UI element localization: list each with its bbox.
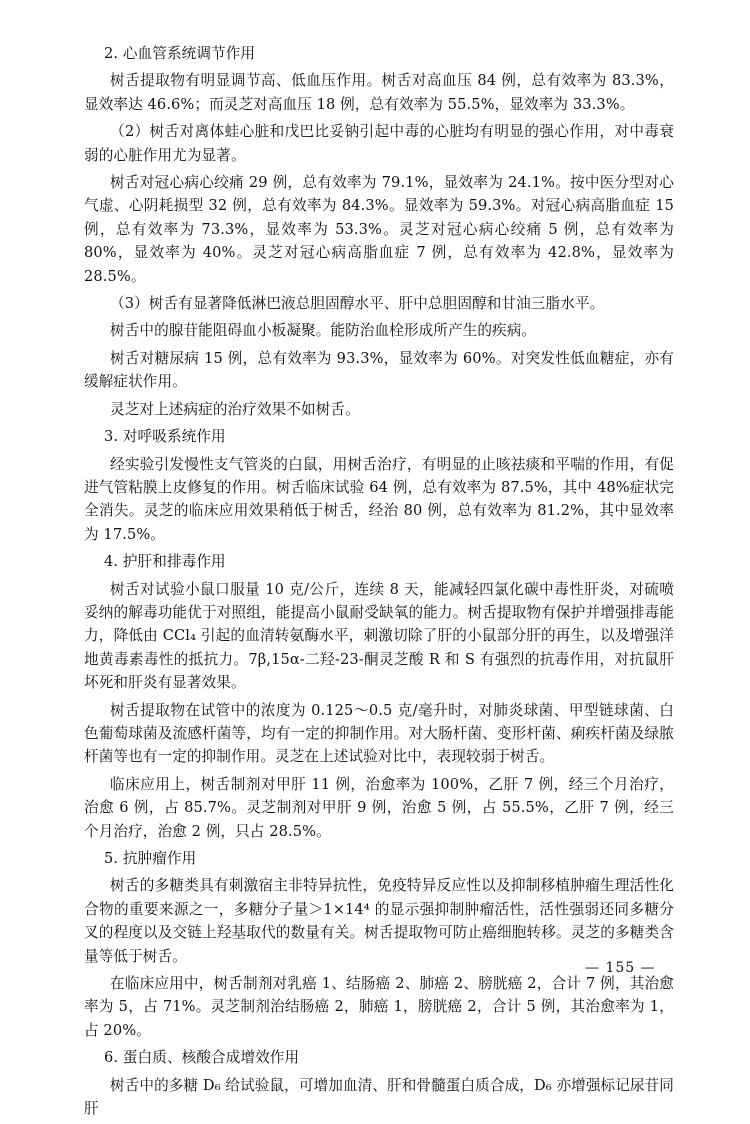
paragraph: 临床应用上，树舌制剂对甲肝 11 例，治愈率为 100%，乙肝 7 例，经三个月治疗，治愈 6 例，占 85.7%。灵芝制剂对甲肝 9 例，治愈 5 例，占 55.5%，乙肝 7 例，经三个月治疗，治愈 2 例，只占 28.5%。	[84, 775, 674, 840]
section-heading-antitumor: 5. 抗肿瘤作用	[104, 850, 197, 867]
paragraph: 树舌提取物有明显调节高、低血压作用。树舌对高血压 84 例，总有效率为 83.3%，显效率达 46.6%；而灵芝对高血压 18 例，总有效率为 55.5%，显效率为 33.3%。	[84, 72, 674, 113]
page-number: — 155 —	[585, 960, 656, 976]
paragraph: 树舌的多糖类具有刺激宿主非特异抗性，免疫特异反应性以及抑制移植肿瘤生理活性化合物的重要来源之一，多糖分子量＞1×14⁴ 的显示强抑制肿瘤活性，活性强弱还同多糖分叉的程度以及交链上羟基取代的数量有关。树舌提取物可防止癌细胞转移。灵芝的多糖类含量等低于树舌。	[84, 877, 674, 965]
section-heading-protein-synthesis: 6. 蛋白质、核酸合成增效作用	[104, 1049, 300, 1067]
paragraph: 树舌中的腺苷能阻碍血小板凝聚。能防治血栓形成所产生的疾病。	[110, 322, 537, 340]
section-heading-liver: 4. 护肝和排毒作用	[104, 553, 226, 571]
paragraph: 树舌对冠心病心绞痛 29 例，总有效率为 79.1%，显效率为 24.1%。按中医分型对心气虚、心阴耗损型 32 例，总有效率为 84.3%。显效率为 59.3%。对冠心病高脂血症 15 例，总有效率为 73.3%，显效率为 53.3%。灵芝对冠心病心绞痛 5 例，总有效率为 80%，显效率为 40%。灵芝对冠心病高脂血症 7 例，总有效率为 42.8%，显效率为 28.5%。	[84, 174, 674, 285]
section-heading-cardiovascular: 2. 心血管系统调节作用	[104, 45, 256, 62]
paragraph: 树舌对试验小鼠口服量 10 克/公斤，连续 8 天，能减轻四氯化碳中毒性肝炎，对硫喷妥纳的解毒功能优于对照组，能提高小鼠耐受缺氧的能力。树舌提取物有保护并增强排毒能力，降低由 CCl₄ 引起的血清转氨酶水平，刺激切除了肝的小鼠部分肝的再生，以及增强洋地黄毒素毒性的抵抗力。7β,15α-二羟-23-酮灵芝酸 R 和 S 有强烈的抗毒作用，对抗鼠肝坏死和肝炎有显著效果。	[84, 580, 674, 692]
paragraph: （2）树舌对离体蛙心脏和戊巴比妥钠引起中毒的心脏均有明显的强心作用，对中毒衰弱的心脏作用尤为显著。	[84, 123, 674, 164]
paragraph: 灵芝对上述病症的治疗效果不如树舌。	[110, 400, 360, 418]
paragraph: （3）树舌有显著降低淋巴液总胆固醇水平、肝中总胆固醇和甘油三脂水平。	[110, 295, 605, 313]
section-heading-respiratory: 3. 对呼吸系统作用	[104, 428, 226, 446]
paragraph: 树舌对糖尿病 15 例，总有效率为 93.3%，显效率为 60%。对突发性低血糖症，亦有缓解症状作用。	[84, 349, 674, 391]
paragraph: 经实验引发慢性支气管炎的白鼠，用树舌治疗，有明显的止咳祛痰和平喘的作用，有促进气管粘膜上皮修复的作用。树舌临床试验 64 例，总有效率为 87.5%，其中 48%症状完全消失。灵芝的临床应用效果稍低于树舌，经治 80 例，总有效率为 81.2%，其中显效率为 17.5%。	[84, 455, 674, 543]
paragraph: 树舌中的多糖 D₆ 给试验鼠，可增加血清、肝和骨髓蛋白质合成，D₆ 亦增强标记尿苷同肝	[84, 1076, 675, 1118]
paragraph: 在临床应用中，树舌制剂对乳癌 1、结肠癌 2、肺癌 2、膀胱癌 2，合计 7 例，其治愈率为 5，占 71%。灵芝制剂治结肠癌 2，肺癌 1，膀胱癌 2，合计 5 例，其治愈率为 1，占 20%。	[84, 975, 674, 1039]
paragraph: 树舌提取物在试管中的浓度为 0.125～0.5 克/毫升时，对肺炎球菌、甲型链球菌、白色葡萄球菌及流感杆菌等，均有一定的抑制作用。对大肠杆菌、变形杆菌、痢疾杆菌及绿脓杆菌等也有一定的抑制作用。灵芝在上述试验对比中，表现较弱于树舌。	[84, 701, 674, 766]
